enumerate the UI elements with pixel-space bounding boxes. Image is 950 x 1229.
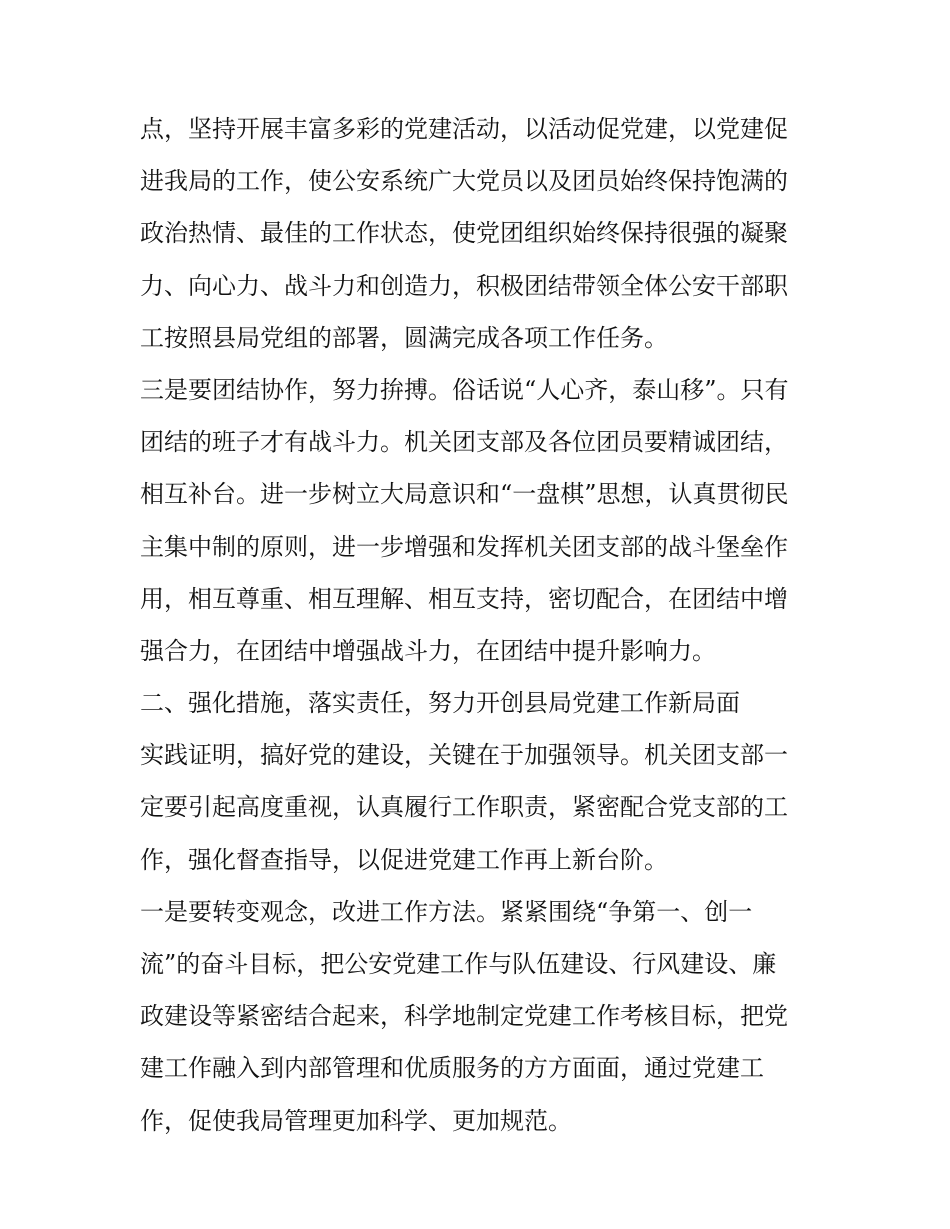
text-line: 强合力，在团结中增强战斗力，在团结中提升影响力。: [140, 636, 716, 665]
text-line: 建工作融入到内部管理和优质服务的方方面面，通过党建工: [140, 1054, 764, 1083]
text-line: 作，促使我局管理更加科学、更加规范。: [140, 1106, 572, 1135]
text-line: 用，相互尊重、相互理解、相互支持，密切配合，在团结中增: [140, 584, 788, 613]
text-line: 政治热情、最佳的工作状态，使党团组织始终保持很强的凝聚: [140, 219, 788, 248]
text-line: 点，坚持开展丰富多彩的党建活动，以活动促党建，以党建促: [140, 115, 788, 143]
text-line: 政建设等紧密结合起来，科学地制定党建工作考核目标，把党: [140, 1002, 788, 1031]
document-body: [140, 103, 820, 1147]
text-line: 作，强化督查指导，以促进党建工作再上新台阶。: [140, 845, 668, 874]
text-line: 工按照县局党组的部署，圆满完成各项工作任务。: [140, 323, 668, 352]
text-line: 进我局的工作，使公安系统广大党员以及团员始终保持饱满的: [140, 167, 788, 196]
section-heading: 二、强化措施，落实责任，努力开创县局党建工作新局面: [140, 689, 740, 718]
text-line: 力、向心力、战斗力和创造力，积极团结带领全体公安干部职: [140, 271, 788, 300]
text-line: 三是要团结协作，努力拚搏。俗话说“人心齐，泰山移”。只有: [140, 375, 789, 404]
text-line: 一是要转变观念，改进工作方法。紧紧围绕“争第一、创一: [140, 897, 753, 926]
text-line: 定要引起高度重视，认真履行工作职责，紧密配合党支部的工: [140, 793, 788, 822]
text-line: 流”的奋斗目标，把公安党建工作与队伍建设、行风建设、廉: [140, 950, 777, 978]
text-line: 主集中制的原则，进一步增强和发挥机关团支部的战斗堡垒作: [140, 532, 788, 561]
text-line: 团结的班子才有战斗力。机关团支部及各位团员要精诚团结，: [140, 428, 788, 457]
text-line: 实践证明，搞好党的建设，关键在于加强领导。机关团支部一: [140, 741, 788, 770]
text-line: 相互补台。进一步树立大局意识和“一盘棋”思想，认真贯彻民: [140, 480, 789, 509]
